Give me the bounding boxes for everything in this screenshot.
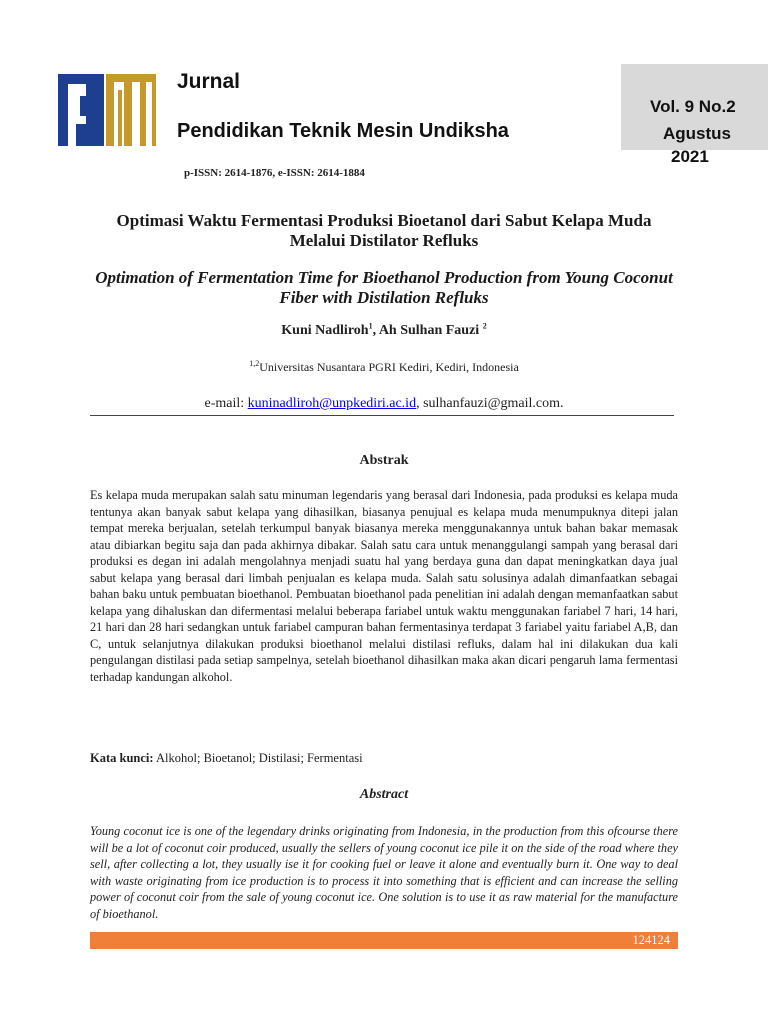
abstrak-text: Es kelapa muda merupakan salah satu minuman legendaris yang berasal dari Indonesia, pada produksi es kelapa muda tentunya akan banyak sabut kelapa yang dihasilkan, biasanya penujual es kelapa muda menumpuknya ditepi jalan tempat mereka berjualan, setelah terkumpul banyak biasanya mereka menggunakannya untuk bahan bakar memasak atau dibiarkan begitu saja dan pada akhirnya dibakar. Salah satu cara untuk menanggulangi sampah yang berasal dari produksi es degan ini adalah mengolahnya menjadi suatu hal yang berdaya guna dan dapat meningkatkan daya jual sabut kelapa yang berasal dari limbah penjualan es kelapa muda. Salah satu solusinya adalah dimanfaatkan sebagai bahan baku untuk pembuatan bioethanol. Pembuatan bioethanol pada penelitian ini adalah dengan memanfaatkan sabut kelapa yang dihaluskan dan difermentasi melalui beberapa fariabel untuk waktu menggunakan fariabel 7 hari, 14 hari, 21 hari dan 28 hari sedangkan untuk fariabel campuran bahan fermentasinya terdapat 3 fariabel yaitu fariabel A,B, dan C, untuk selanjutnya dilakukan produksi bioethanol melalui distilasi refluks, dalam hal ini dilakukan dua kali pengulangan distilasi pada setiap sampelnya, setelah bioethanol dihasilkan maka akan dicari pengaruh lama fermentasi terhadap kandungan alkohol.	[90, 488, 678, 685]
issue-year: 2021	[671, 147, 709, 166]
email-prefix: e-mail:	[204, 396, 248, 411]
abstract-text: Young coconut ice is one of the legendary drinks originating from Indonesia, in the production from this ofcourse there will be a lot of coconut coir produced, usually the sellers of young coconut ice pile it on the side of the road where they sell, after collecting a lot, they usually ise it for cooking fuel or leave it alone and eventually burn it. One way to deal with waste originating from ice production is to process it into something that is efficient and can increase the selling power of coconut coir from the sale of young coconut ice. One solution is to use it as raw material for the manufacture of bioethanol.	[90, 824, 678, 921]
author-separator: ,	[372, 323, 379, 338]
keywords-list: Alkohol; Bioetanol; Distilasi; Fermentasi	[153, 751, 363, 765]
title-indonesian: Optimasi Waktu Fermentasi Produksi Bioetanol dari Sabut Kelapa Muda Melalui Distilator Refluks	[116, 211, 652, 250]
journal-word: Jurnal	[177, 70, 241, 93]
authors	[90, 323, 678, 339]
affiliation-sup: 1,2	[249, 359, 260, 368]
abstrak-heading: Abstrak	[359, 453, 409, 468]
email-link[interactable]: kuninadliroh@unpkediri.ac.id	[247, 396, 417, 411]
author-1: Kuni Nadliroh	[281, 323, 369, 338]
title-english: Optimation of Fermentation Time for Bioethanol Production from Young Coconut Fiber with Distilation Refluks	[95, 268, 673, 307]
issn-line: p-ISSN: 2614-1876, e-ISSN: 2614-1884	[184, 167, 365, 179]
email-line	[90, 396, 678, 412]
header-divider	[90, 415, 674, 416]
email-rest: , sulhanfauzi@gmail.com.	[416, 396, 564, 411]
volume-number: Vol. 9 No.2	[650, 97, 736, 116]
journal-logo	[58, 74, 156, 146]
keywords-label: Kata kunci:	[90, 751, 154, 765]
abstract-heading: Abstract	[359, 787, 409, 802]
affiliation-text: Universitas Nusantara PGRI Kediri, Kediri, Indonesia	[259, 360, 519, 374]
page-number: 124124	[632, 933, 670, 947]
journal-name: Pendidikan Teknik Mesin Undiksha	[177, 120, 509, 142]
author-2-sup: 2	[482, 321, 487, 331]
author-2: Ah Sulhan Fauzi	[378, 323, 483, 338]
affiliation	[90, 360, 678, 375]
issue-month: Agustus	[663, 124, 731, 143]
keywords-line	[90, 751, 363, 766]
footer-bar	[90, 932, 678, 949]
author-1-sup: 1	[368, 321, 373, 331]
